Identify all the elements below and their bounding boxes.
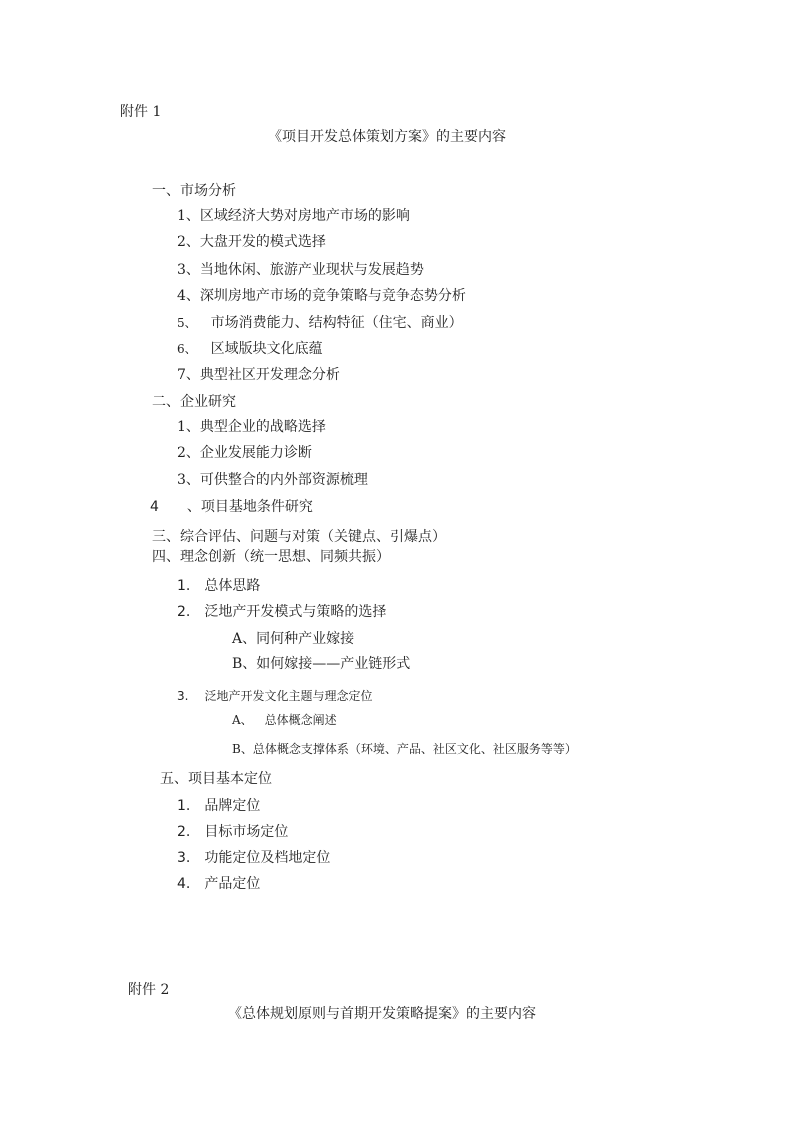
section-4-item-3-a	[232, 711, 337, 729]
item-number: 3.	[177, 850, 191, 866]
section-5-item-4	[177, 875, 260, 893]
section-1-item-3: 3、当地休闲、旅游产业现状与发展趋势	[177, 262, 424, 278]
item-number: 4	[150, 499, 159, 515]
item-text: 泛地产开发文化主题与理念定位	[204, 689, 373, 703]
section-2-item-3: 3、可供整合的内外部资源梳理	[177, 472, 368, 488]
item-number: 5、	[177, 316, 197, 330]
section-4-item-3-b: B、总体概念支撑体系（环境、产品、社区文化、社区服务等等）	[232, 742, 577, 756]
item-text: 总体思路	[204, 578, 261, 594]
attachment-1-title: 《项目开发总体策划方案》的主要内容	[268, 129, 506, 145]
section-2-item-4	[150, 498, 313, 516]
item-text: 品牌定位	[204, 798, 261, 814]
section-4-item-1	[177, 577, 260, 595]
item-number: 4.	[177, 876, 191, 892]
item-number: 1.	[177, 578, 191, 594]
item-text: 产品定位	[204, 876, 261, 892]
section-2-item-1: 1、典型企业的战略选择	[177, 419, 326, 435]
section-4-item-2-b: B、如何嫁接——产业链形式	[232, 656, 411, 672]
item-number: 3.	[177, 689, 189, 703]
section-1-item-7: 7、典型社区开发理念分析	[177, 367, 340, 383]
section-4-item-3	[177, 687, 372, 705]
section-4-item-2	[177, 603, 386, 621]
section-1-heading: 一、市场分析	[152, 183, 236, 199]
item-number: 2.	[177, 824, 191, 840]
item-text: 总体概念阐述	[264, 713, 337, 727]
item-number: 2.	[177, 604, 191, 620]
section-3-heading: 三、综合评估、问题与对策（关键点、引爆点）	[152, 529, 446, 545]
item-text: 区域版块文化底蕴	[210, 341, 323, 357]
section-5-heading: 五、项目基本定位	[160, 771, 272, 787]
section-2-item-2: 2、企业发展能力诊断	[177, 445, 312, 461]
section-5-item-1	[177, 797, 260, 815]
section-4-heading: 四、理念创新（统一思想、同频共振）	[152, 549, 390, 565]
item-number: 6、	[177, 342, 197, 356]
item-number: A、	[232, 713, 253, 727]
item-text: 目标市场定位	[204, 824, 289, 840]
section-1-item-1: 1、区域经济大势对房地产市场的影响	[177, 208, 410, 224]
section-1-item-4: 4、深圳房地产市场的竞争策略与竞争态势分析	[177, 288, 466, 304]
item-text: 功能定位及档地定位	[204, 850, 331, 866]
section-1-item-5	[177, 314, 463, 332]
item-number: 1.	[177, 798, 191, 814]
attachment-2-title: 《总体规划原则与首期开发策略提案》的主要内容	[228, 1006, 536, 1022]
section-5-item-2	[177, 823, 288, 841]
item-text: 泛地产开发模式与策略的选择	[204, 604, 387, 620]
section-2-heading: 二、企业研究	[152, 394, 236, 410]
section-1-item-6	[177, 340, 323, 358]
section-4-item-2-a: A、同何种产业嫁接	[232, 631, 355, 647]
attachment-1-label: 附件 1	[120, 104, 162, 120]
item-text: 、项目基地条件研究	[186, 499, 313, 515]
attachment-2-label: 附件 2	[128, 982, 170, 998]
section-1-item-2: 2、大盘开发的模式选择	[177, 234, 326, 250]
item-text: 市场消费能力、结构特征（住宅、商业）	[210, 315, 463, 331]
section-5-item-3	[177, 849, 330, 867]
